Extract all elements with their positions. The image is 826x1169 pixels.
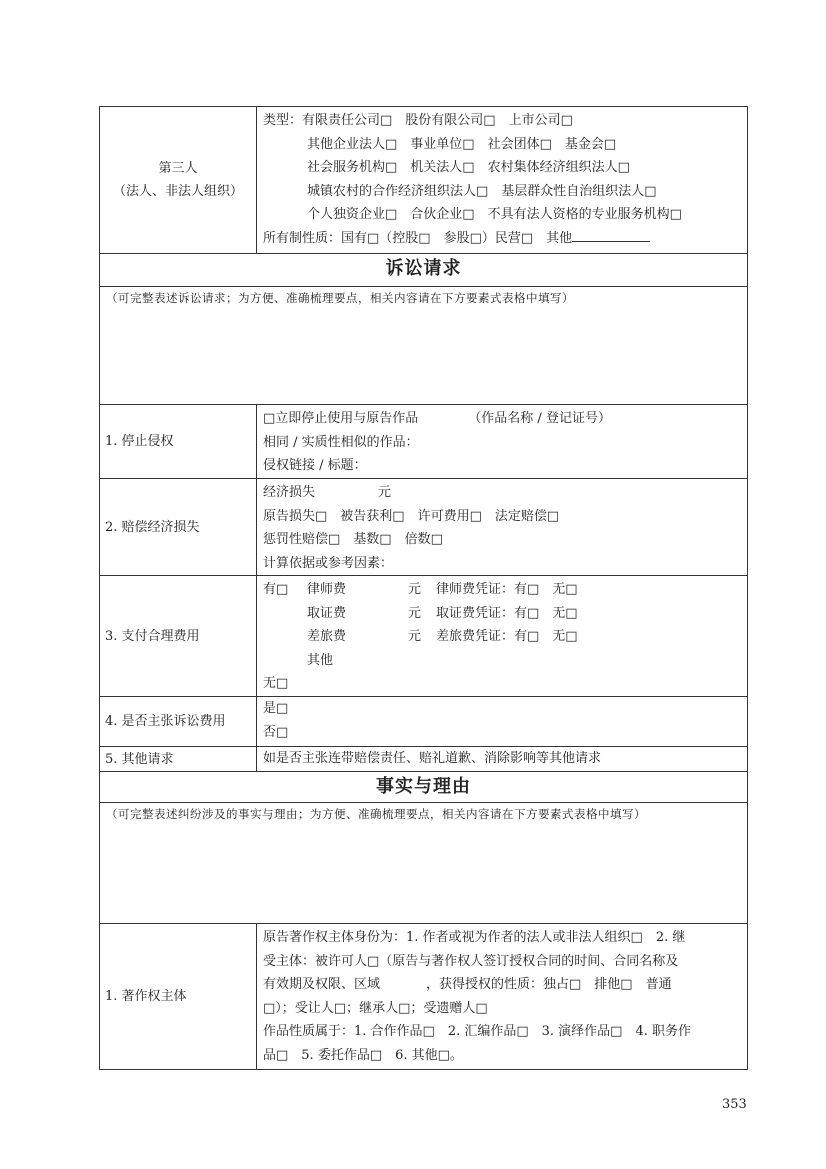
cost-row-evidence <box>263 602 741 626</box>
litigation-fee-label: 4. 是否主张诉讼费用 <box>100 697 257 746</box>
cost-unit: 元 <box>408 582 422 597</box>
costs-yes-checkbox[interactable]: 有□ <box>263 582 289 597</box>
subject-line4: □）；受让人□；继承人□；受遗赠人□ <box>263 1000 488 1016</box>
stop-infringement-row <box>100 404 747 478</box>
facts-note: （可完整表述纠纷涉及的事实与理由；为方便、准确梳理要点，相关内容请在下方要素式表格中填写） <box>106 807 646 821</box>
punitive-damages-options[interactable]: 惩罚性赔偿□ 基数□ 倍数□ <box>263 532 443 547</box>
subject-line2: 受主体：被许可人□（原告与著作权人签订授权合同的时间、合同名称及 <box>263 953 679 969</box>
cost-proof[interactable]: 律师费凭证：有□ 无□ <box>436 582 578 597</box>
cost-unit: 元 <box>408 629 422 644</box>
claims-note-row <box>100 286 747 404</box>
entity-type-line1: 类型：有限责任公司□ 股份有限公司□ 上市公司□ <box>263 113 573 128</box>
reasonable-costs-label: 3. 支付合理费用 <box>100 576 257 696</box>
economic-loss-unit: 元 <box>378 485 392 500</box>
other-claims-content: 如是否主张连带赔偿责任、赔礼道歉、消除影响等其他请求 <box>263 751 602 766</box>
ownership-other-blank[interactable] <box>572 229 650 242</box>
facts-note-row <box>100 802 747 923</box>
cost-name: 取证费 <box>307 605 347 621</box>
claims-note: （可完整表述诉讼请求；为方便、准确梳理要点，相关内容请在下方要素式表格中填写） <box>106 291 574 305</box>
third-party-content <box>257 107 747 253</box>
facts-section-title: 事实与理由 <box>376 776 471 797</box>
compensation-content <box>257 479 747 575</box>
work-name-hint: （作品名称 / 登记证号） <box>468 411 611 426</box>
subject-line3b: ，获得授权的性质：独占□ 排他□ 普通 <box>426 977 672 992</box>
litigation-fee-row <box>100 696 747 746</box>
page-number: 353 <box>722 1097 747 1112</box>
cost-other: 其他 <box>307 652 334 668</box>
complaint-form-table <box>99 106 748 1070</box>
economic-loss-label: 经济损失 <box>263 485 316 500</box>
third-party-label-line1: 第三人 <box>158 161 198 176</box>
economic-loss-line <box>263 481 741 505</box>
ownership-line <box>263 227 741 251</box>
entity-type-line3: 社会服务机构□ 机关法人□ 农村集体经济组织法人□ <box>307 160 630 175</box>
infringing-link-line: 侵权链接 / 标题： <box>263 458 367 473</box>
third-party-label <box>100 107 257 253</box>
copyright-subject-label: 1. 著作权主体 <box>100 924 257 1069</box>
copyright-subject-content <box>257 924 747 1069</box>
copyright-subject-row <box>100 923 747 1069</box>
calculation-basis-line: 计算依据或参考因素： <box>263 555 394 571</box>
subject-line1: 原告著作权主体身份为：1. 作者或视为作者的法人或非法人组织□ 2. 继 <box>263 930 686 945</box>
entity-type-line5: 个人独资企业□ 合伙企业□ 不具有法人资格的专业服务机构□ <box>307 207 682 222</box>
stop-infringement-label: 1. 停止侵权 <box>100 405 257 478</box>
similar-works-line: 相同 / 实质性相似的作品： <box>263 434 419 450</box>
cost-name: 律师费 <box>307 582 347 597</box>
entity-type-line4: 城镇农村的合作经济组织法人□ 基层群众性自治组织法人□ <box>307 183 657 199</box>
third-party-label-line2: （法人、非法人组织） <box>112 184 243 199</box>
reasonable-costs-content <box>257 576 747 696</box>
entity-type-line2: 其他企业法人□ 事业单位□ 社会团体□ 基金会□ <box>307 136 617 152</box>
other-claims-label: 5. 其他请求 <box>100 747 257 771</box>
compensation-label: 2. 赔偿经济损失 <box>100 479 257 575</box>
ownership-text: 所有制性质：国有□（控股□ 参股□）民营□ 其他 <box>263 230 573 246</box>
cost-unit: 元 <box>408 605 422 621</box>
litigation-fee-content <box>257 697 747 746</box>
loss-basis-options[interactable]: 原告损失□ 被告获利□ 许可费用□ 法定赔偿□ <box>263 508 560 524</box>
stop-infringement-checkbox-text[interactable]: □立即停止使用与原告作品 <box>263 411 419 426</box>
subject-line5: 作品性质属于：1. 合作作品□ 2. 汇编作品□ 3. 演绎作品□ 4. 职务作 <box>263 1024 691 1039</box>
facts-title-row <box>100 771 747 802</box>
reasonable-costs-row <box>100 575 747 696</box>
cost-row-travel <box>263 625 741 649</box>
cost-row-lawyer <box>263 578 741 602</box>
compensation-row <box>100 478 747 575</box>
other-claims-row <box>100 746 747 771</box>
cost-proof[interactable]: 取证费凭证：有□ 无□ <box>436 605 578 621</box>
subject-line3a: 有效期及权限、区域 <box>263 977 381 992</box>
stop-infringement-content <box>257 405 747 478</box>
claims-section-title: 诉讼请求 <box>385 258 462 279</box>
litigation-fee-yes[interactable]: 是□ <box>263 701 289 716</box>
cost-proof[interactable]: 差旅费凭证：有□ 无□ <box>436 629 578 644</box>
claims-title-row <box>100 253 747 286</box>
subject-line6: 品□ 5. 委托作品□ 6. 其他□。 <box>263 1047 463 1063</box>
stop-infringement-line1 <box>263 407 741 431</box>
third-party-row <box>100 107 747 253</box>
subject-line3 <box>263 973 741 997</box>
costs-no-checkbox[interactable]: 无□ <box>263 676 289 691</box>
litigation-fee-no[interactable]: 否□ <box>263 724 289 740</box>
cost-name: 差旅费 <box>307 629 347 644</box>
